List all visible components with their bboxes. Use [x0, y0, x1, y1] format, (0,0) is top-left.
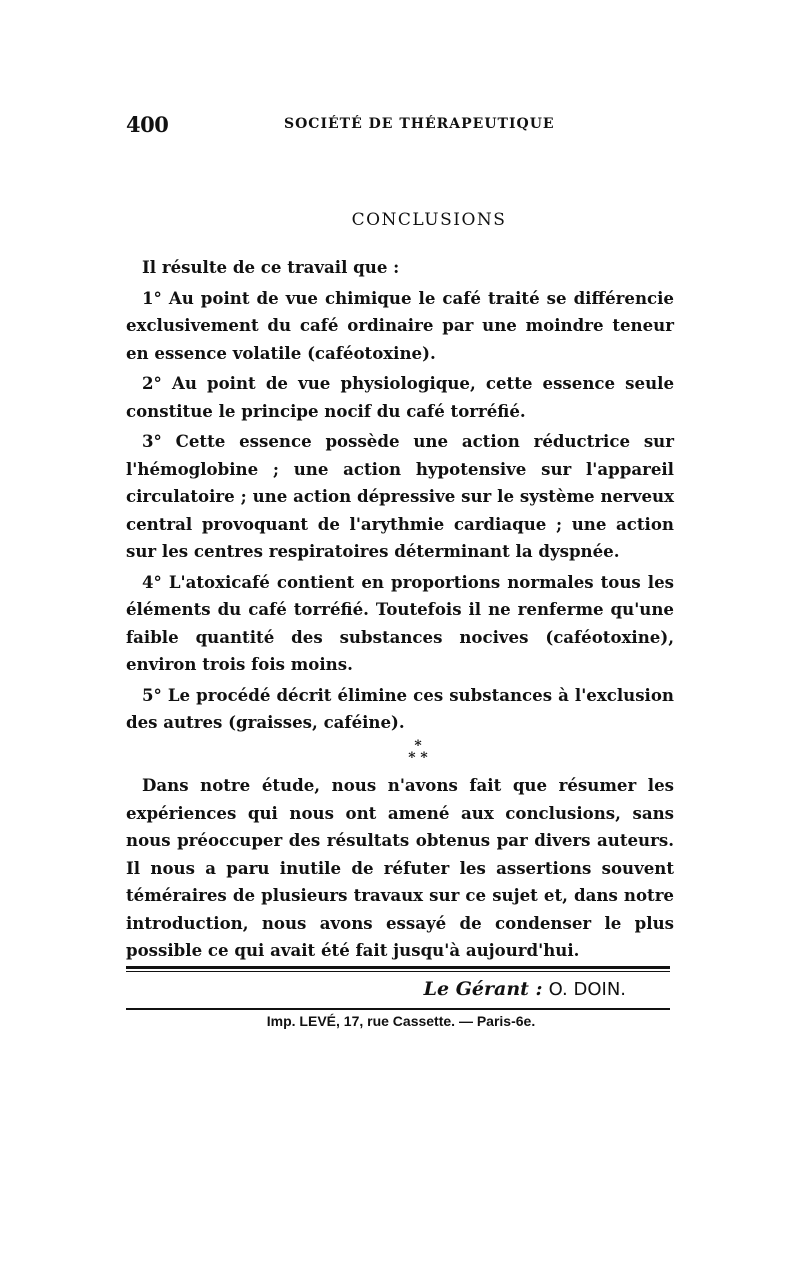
conclusion-item-3: 3° Cette essence possède une action réductrice sur l'hémoglobine ; une action hypotensive sur l'appareil circulatoire ; une action dépressive sur le système nerveux central provoquant de l'arythmie cardiaque ; une action sur les centres respiratoires déterminant la dyspnée. — [126, 431, 674, 561]
conclusion-item-4: 4° L'atoxicafé contient en proportions normales tous les éléments du café torréfié. Toutefois il ne renferme qu'une faible quantité des substances nocives (caféotoxine), environ trois fois moins. — [126, 571, 674, 674]
asterism-bottom: * * — [408, 750, 428, 766]
intro-paragraph: Il résulte de ce travail que : — [142, 257, 400, 277]
conclusions-body — [126, 254, 674, 737]
page-header — [126, 112, 670, 142]
signature-name: O. DOIN. — [548, 979, 626, 1000]
closing-section — [126, 772, 674, 965]
closing-paragraph: Dans notre étude, nous n'avons fait que résumer les expériences qui nous ont amené aux conclusions, sans nous préoccuper des résultats obtenus par divers auteurs. Il nous a paru inutile de réfuter les assertions souvent téméraires de plusieurs travaux sur ce sujet et, dans notre introduction, nous avons essayé de condenser le plus possible ce qui avait été fait jusqu'à aujourd'hui. — [126, 775, 674, 960]
signature-line — [126, 978, 626, 1000]
footer-rule — [126, 1008, 670, 1010]
signature-role: Le Gérant : — [423, 978, 543, 1000]
running-title: SOCIÉTÉ DE THÉRAPEUTIQUE — [284, 116, 555, 132]
printer-imprint: Imp. LEVÉ, 17, rue Cassette. — Paris-6e. — [266, 1013, 536, 1029]
conclusion-item-1: 1° Au point de vue chimique le café traité se différencie exclusivement du café ordinaire par une moindre teneur en essence volatile (caféotoxine). — [126, 287, 674, 363]
double-rule-thin — [126, 971, 670, 972]
double-rule-thick — [126, 966, 670, 969]
asterism-top: * — [414, 738, 422, 754]
section-title: CONCLUSIONS — [351, 210, 507, 230]
page-number: 400 — [126, 112, 169, 137]
conclusion-item-2: 2° Au point de vue physiologique, cette essence seule constitue le principe nocif du café torréfié. — [126, 373, 674, 421]
conclusion-item-5: 5° Le procédé décrit élimine ces substances à l'exclusion des autres (graisses, caféine). — [126, 684, 674, 732]
asterism-divider — [126, 740, 670, 764]
